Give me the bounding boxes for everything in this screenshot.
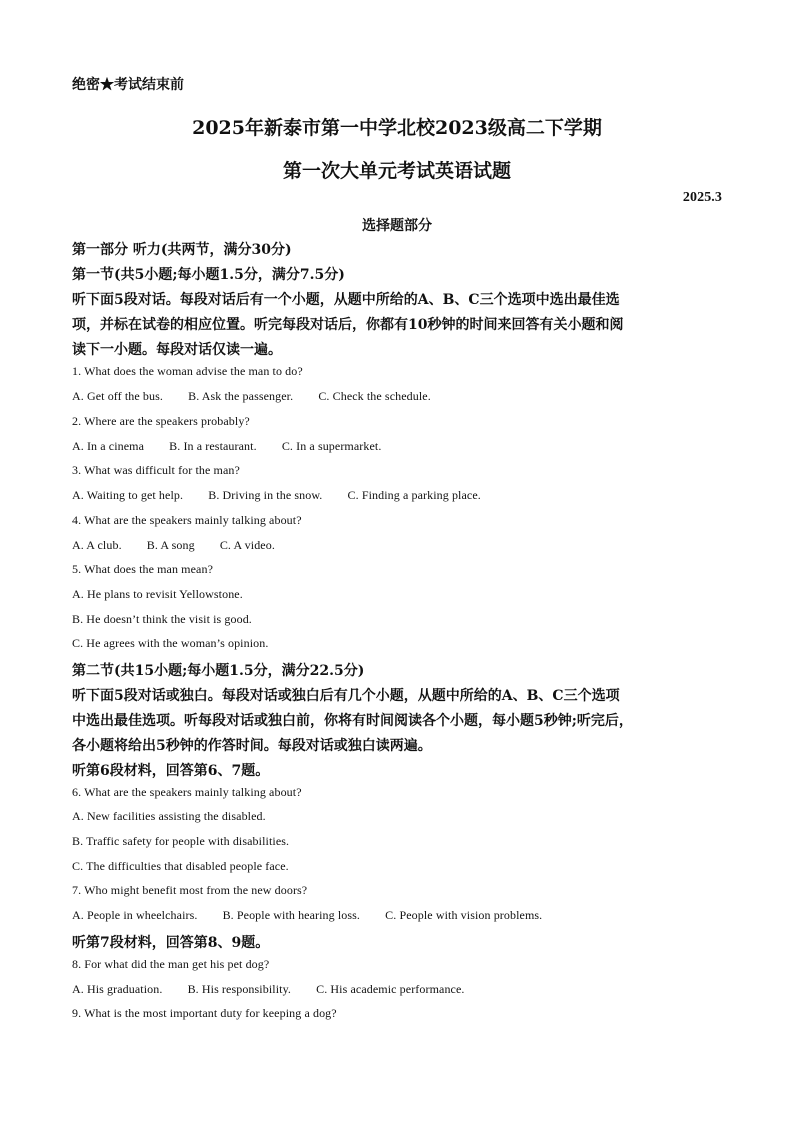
section2-instruction-line: 各小题将给出5秒钟的作答时间。每段对话或独白读两遍。: [72, 738, 432, 754]
option-b: B. Ask the passenger.: [188, 389, 294, 403]
option-a: A. In a cinema: [72, 439, 145, 453]
option-c: C. A video.: [219, 538, 275, 552]
question-6: 6. What are the speakers mainly talking about?: [72, 785, 302, 799]
option-b: B. A song: [146, 538, 195, 552]
section1-instruction-line: 听下面5段对话。每段对话后有一个小题，从题中所给的A、B、C三个选项中选出最佳选: [72, 292, 620, 308]
exam-title-line2: 第一次大单元考试英语试题: [282, 160, 511, 182]
option-c: C. He agrees with the woman’s opinion.: [72, 636, 269, 650]
option-c: C. His academic performance.: [316, 982, 465, 996]
option-b: B. Traffic safety for people with disabilities.: [72, 834, 290, 848]
material-6-heading: 听第6段材料，回答第6、7题。: [72, 763, 270, 779]
question-4: 4. What are the speakers mainly talking about?: [72, 513, 302, 527]
question-1-options: [72, 389, 453, 404]
question-7-options: [72, 908, 564, 923]
option-c: C. Finding a parking place.: [347, 488, 481, 502]
question-8-options: [72, 982, 487, 997]
question-2-options: [72, 439, 403, 454]
option-c: C. The difficulties that disabled people face.: [72, 859, 289, 873]
section1-instruction-line: 读下一小题。每段对话仅读一遍。: [72, 342, 282, 358]
option-c: C. People with vision problems.: [385, 908, 543, 922]
question-4-options: [72, 538, 297, 553]
confidential-mark: 绝密★考试结束前: [72, 77, 184, 93]
option-a: A. People in wheelchairs.: [72, 908, 198, 922]
option-a: A. His graduation.: [72, 982, 163, 996]
question-3-options: [72, 488, 503, 503]
question-5: 5. What does the man mean?: [72, 562, 213, 576]
section2-heading: 第二节(共15小题;每小题1.5分，满分22.5分): [72, 663, 365, 679]
option-b: B. Driving in the snow.: [208, 488, 323, 502]
option-a: A. A club.: [72, 538, 122, 552]
option-a: A. He plans to revisit Yellowstone.: [72, 587, 243, 601]
material-7-heading: 听第7段材料，回答第8、9题。: [72, 935, 270, 951]
exam-title-line1: 2025年新泰市第一中学北校2023级高二下学期: [192, 117, 602, 139]
question-8: 8. For what did the man get his pet dog?: [72, 957, 270, 971]
exam-date: 2025.3: [682, 190, 722, 205]
question-1: 1. What does the woman advise the man to do?: [72, 364, 303, 378]
section1-instruction-line: 项，并标在试卷的相应位置。听完每段对话后，你都有10秒钟的时间来回答有关小题和阅: [72, 317, 624, 333]
option-a: A. Waiting to get help.: [72, 488, 184, 502]
option-b: B. He doesn’t think the visit is good.: [72, 612, 252, 626]
option-a: A. Get off the bus.: [72, 389, 163, 403]
option-b: B. His responsibility.: [187, 982, 291, 996]
question-2: 2. Where are the speakers probably?: [72, 414, 250, 428]
question-7: 7. Who might benefit most from the new doors?: [72, 883, 308, 897]
question-9: 9. What is the most important duty for keeping a dog?: [72, 1006, 337, 1020]
section2-instruction-line: 听下面5段对话或独白。每段对话或独白后有几个小题，从题中所给的A、B、C三个选项: [72, 688, 620, 704]
question-3: 3. What was difficult for the man?: [72, 463, 240, 477]
option-c: C. In a supermarket.: [281, 439, 382, 453]
section-heading: 选择题部分: [362, 218, 432, 234]
section1-heading: 第一节(共5小题;每小题1.5分，满分7.5分): [72, 267, 345, 283]
option-c: C. Check the schedule.: [318, 389, 431, 403]
section2-instruction-line: 中选出最佳选项。听每段对话或独白前，你将有时间阅读各个小题，每小题5秒钟;听完后，: [72, 713, 633, 729]
option-a: A. New facilities assisting the disabled.: [72, 809, 266, 823]
option-b: B. People with hearing loss.: [222, 908, 361, 922]
option-b: B. In a restaurant.: [169, 439, 257, 453]
part1-heading: 第一部分 听力(共两节，满分30分): [72, 242, 292, 258]
